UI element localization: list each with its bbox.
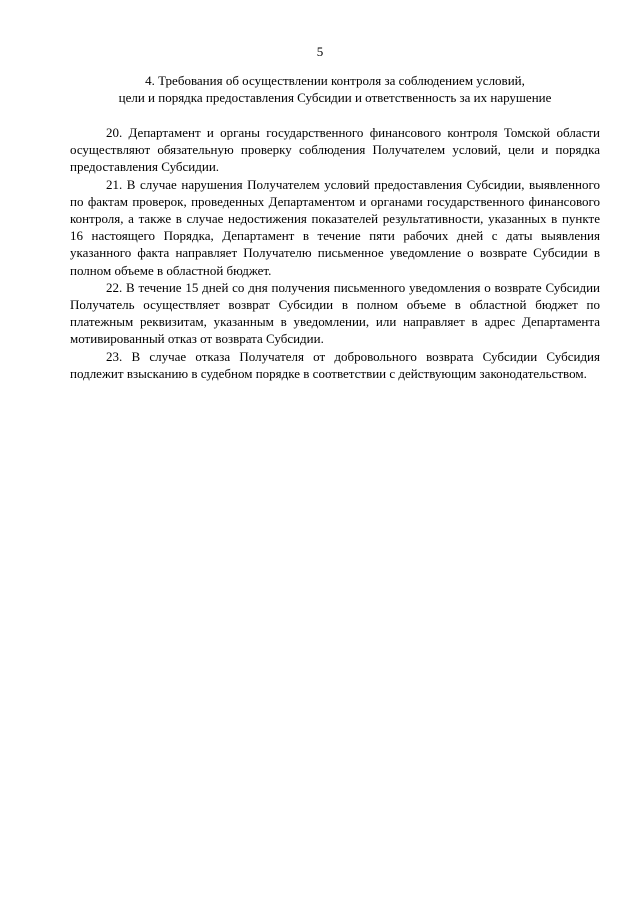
paragraph-20: 20. Департамент и органы государственного финансового контроля Томской области осуществляют обязательную проверку соблюдения Получателем условий, цели и порядка предоставления Субсидии. <box>70 125 600 175</box>
section-heading-line-1: 4. Требования об осуществлении контроля за соблюдением условий, <box>145 73 525 88</box>
paragraph-21: 21. В случае нарушения Получателем условий предоставления Субсидии, выявленного по фактам проверок, проведенных Департаментом и органами государственного финансового контроля, а также в случае недостижения показателей результативности, указанных в пункте 16 настоящего Порядка, Департамент в течение пяти рабочих дней с даты выявления указанного факта направляет Получателю письменное уведомление о возврате Субсидии в полном объеме в областной бюджет. <box>70 176 600 278</box>
section-heading-line-2: цели и порядка предоставления Субсидии и ответственность за их нарушение <box>118 90 552 105</box>
paragraph-23: 23. В случае отказа Получателя от добровольного возврата Субсидии Субсидия подлежит взысканию в судебном порядке в соответствии с действующим законодательством. <box>70 348 600 381</box>
page-number: 5 <box>316 44 324 59</box>
section-heading <box>70 72 600 106</box>
section-body <box>70 124 600 382</box>
paragraph-22: 22. В течение 15 дней со дня получения письменного уведомления о возврате Субсидии Получатель осуществляет возврат Субсидии в полном объеме в областной бюджет по платежным реквизитам, указанным в уведомлении, или направляет в адрес Департамента мотивированный отказ от возврата Субсидии. <box>70 279 600 347</box>
